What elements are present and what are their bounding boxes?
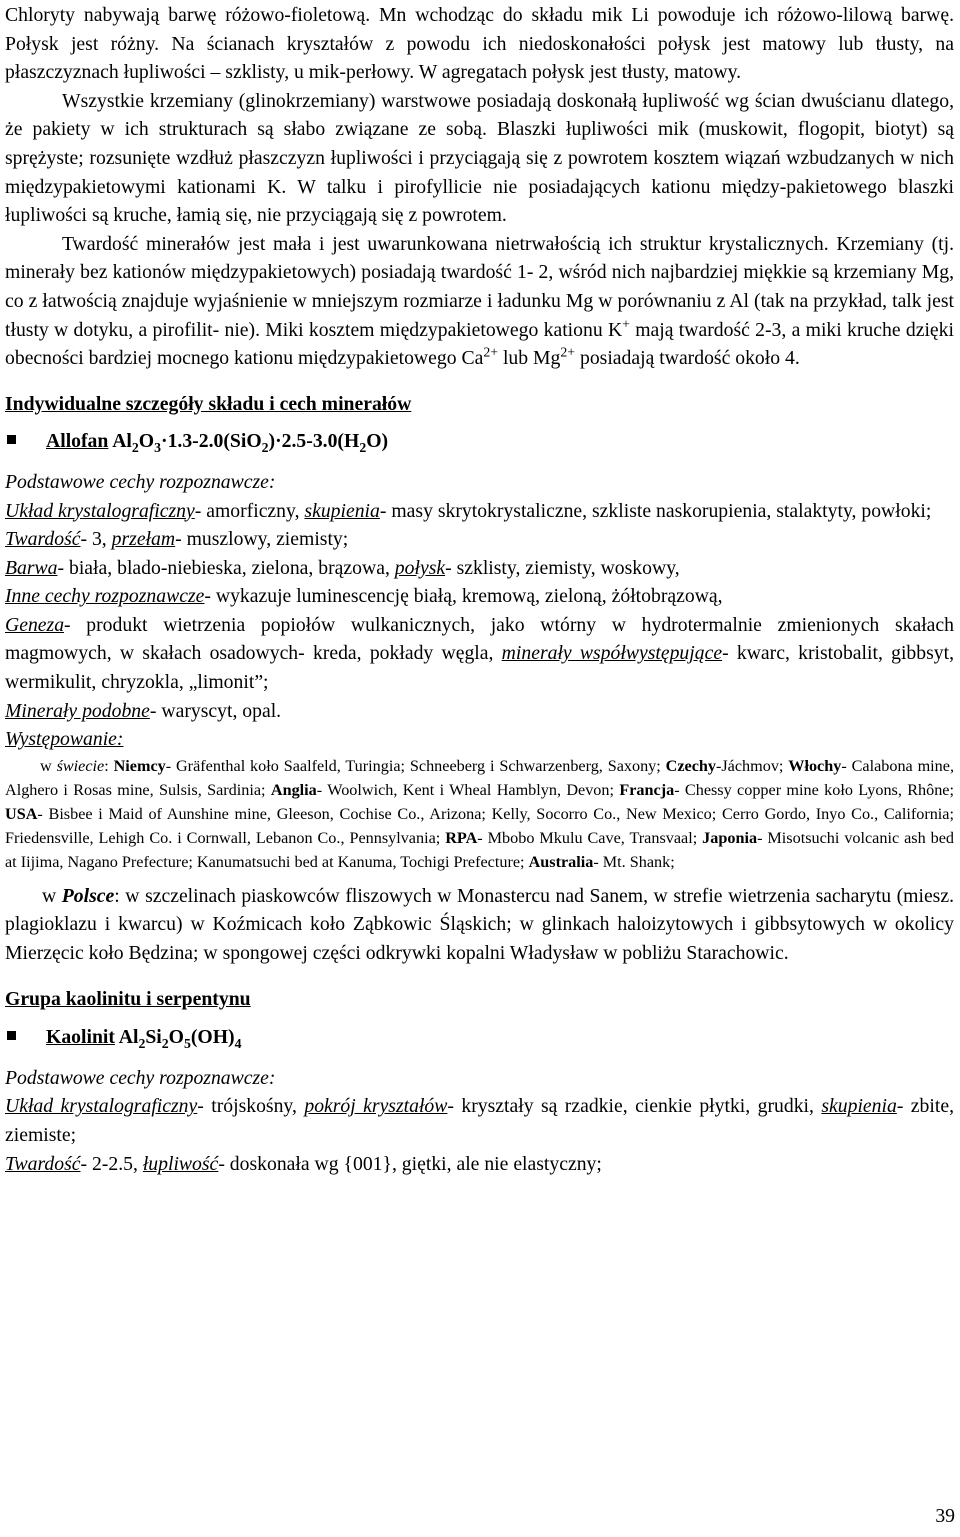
mineral-formula: Kaolinit $Al_2Si_2O_5(OH)_4$ [46,1026,242,1052]
intro-paragraph-3 [5,230,954,373]
crystal-system-line: Układ krystalograficzny- amorficzny, skupienia- masy skrytokrystaliczne, szkliste naskorupienia, stalaktyty, powłoki; [5,499,932,522]
mineral-formula: Allofan $Al_2O_3\cdot 1.3-2.0(SiO_2)\cdot 2.5-3.0(H_2O)$ [46,430,389,456]
intro-paragraph-1 [5,0,954,87]
square-bullet-icon [7,435,16,444]
crystal-system-line: Układ krystalograficzny- trójskośny, pokrój kryształów- kryształy są rzadkie, cienkie płytki, grudki, skupienia- zbite, ziemiste; [5,1095,954,1146]
intro-text: Wszystkie krzemiany (glinokrzemiany) warstwowe posiadają doskonałą łupliwość wg ścian dwuścianu dlatego, że pakiety w ich strukturach są słabo związane ze sobą. [5,89,954,141]
intro-text: posiadają twardość około 4. [575,347,800,370]
occurrence-poland: w Polsce: w szczelinach piaskowców fliszowych w Monastercu nad Sanem, w strefie wietrzenia sacharytu (miesz. plagioklazu i kwarcu) w Koźmicach koło Ząbkowic Śląskich; w glinkach haloizytowych i gibbsytowych w okolicy Mierzęcic koło Będzina; w spongowej części odkrywki kopalni Władysław w pobliżu Starachowic. [5,884,955,965]
section-heading: Indywidualne szczegóły składu i cech minerałów [5,392,412,415]
intro-text: mają twardość 2-3, a miki kruche dzięki obecności bardziej mocnego kationu międzypakietowego Ca [5,318,954,370]
intro-text: Blaszki łupliwości mik (muskowit, flogopit, biotyt) są sprężyste; rozsunięte wzdłuż płaszczyzn łupliwości i przyciągają się z powrotem kosztem wiązań wzbudzanych w nich międzypakietowymi kationami K. W talku i pirofyllicie nie posiadających kationu między-pakietowego blaszki łupliwości są kruche, łamią się, nie przyciągają się z powrotem. [5,118,954,227]
features-label: Podstawowe cechy rozpoznawcze: [5,470,276,493]
hardness-line: Twardość- 3, przełam- muszlowy, ziemisty; [5,528,349,551]
features-label: Podstawowe cechy rozpoznawcze: [5,1066,276,1089]
similar-minerals-line: Minerały podobne- waryscyt, opal. [5,699,282,722]
section-heading: Grupa kaolinitu i serpentynu [5,987,251,1010]
charge-superscript: + [622,315,630,331]
page-number: 39 [935,1505,955,1528]
other-features-line: Inne cechy rozpoznawcze- wykazuje luminescencję białą, kremową, zieloną, żółtobrązową, [5,585,723,608]
hardness-line: Twardość- 2-2.5, łupliwość- doskonała wg {001}, giętki, ale nie elastyczny; [5,1152,602,1175]
genesis-line: Geneza- produkt wietrzenia popiołów wulkanicznych, jako wtórny w hydrotermalnie zmienionych skałach magmowych, w skałach osadowych- kreda, pokłady węgla, minerały współwystępujące- kwarc, kristobalit, gibbsyt, wermikulit, chryzokla, „limonit”; [5,613,955,694]
intro-text: Twardość minerałów jest mała i jest uwarunkowana nietrwałością ich struktur krystalicznych. Krzemiany (tj. minerały bez kationów międzypakietowych) posiadają twardość 1- 2, wśród nich najbardziej miękkie są krzemiany Mg, co z łatwością znajduje wyjaśnienie w mniejszym rozmiarze i ładunku Mg w porównaniu z Al (tak na przykład, talk jest tłusty w dotyku, a pirofilit- nie). Miki kosztem międzypakietowego kationu K [5,232,954,341]
charge-superscript: 2+ [483,344,499,360]
mineral-name: Allofan [46,430,109,453]
color-line: Barwa- biała, blado-niebieska, zielona, brązowa, połysk- szklisty, ziemisty, woskowy, [5,556,680,579]
intro-text: lub Mg [498,347,561,370]
square-bullet-icon [7,1031,16,1040]
charge-superscript: 2+ [560,344,576,360]
intro-text: Chloryty nabywają barwę różowo-fioletową. Mn wchodząc do składu mik Li powoduje ich różowo-lilową barwę. Połysk jest różny. Na ścianach kryształów z powodu ich niedoskonałości połysk jest matowy lub tłusty, na płaszczyznach łupliwości – szklisty, u mik-perłowy. W agregatach połysk jest tłusty, matowy. [5,4,954,84]
occurrence-label: Występowanie: [5,728,124,751]
intro-paragraph-2 [5,87,954,230]
mineral-title-kaolinit [5,1023,954,1052]
mineral-name: Kaolinit [46,1026,115,1049]
mineral-title-allofan [5,427,954,456]
occurrence-world: w świecie: Niemcy- Gräfenthal koło Saalfeld, Turingia; Schneeberg i Schwarzenberg, Saxony; Czechy-Jáchmov; Włochy- Calabona mine, Alghero i Rosas mine, Sulsis, Sardinia; Anglia- Woolwich, Kent i Wheal Hamblyn, Devon; Francja- Chessy copper mine koło Lyons, Rhône; USA- Bisbee i Maid of Aunshine mine, Gleeson, Cochise Co., Arizona; Kelly, Socorro Co., New Mexico; Cerro Gordo, Inyo Co., California; Friedensville, Lehigh Co. i Cornwall, Lebanon Co., Pennsylvania; RPA- Mbobo Mkulu Cave, Transvaal; Japonia- Misotsuchi volcanic ash bed at Iijima, Nagano Prefecture; Kanumatsuchi bed at Kanuma, Tochigi Prefecture; Australia- Mt. Shank; [5,756,955,871]
